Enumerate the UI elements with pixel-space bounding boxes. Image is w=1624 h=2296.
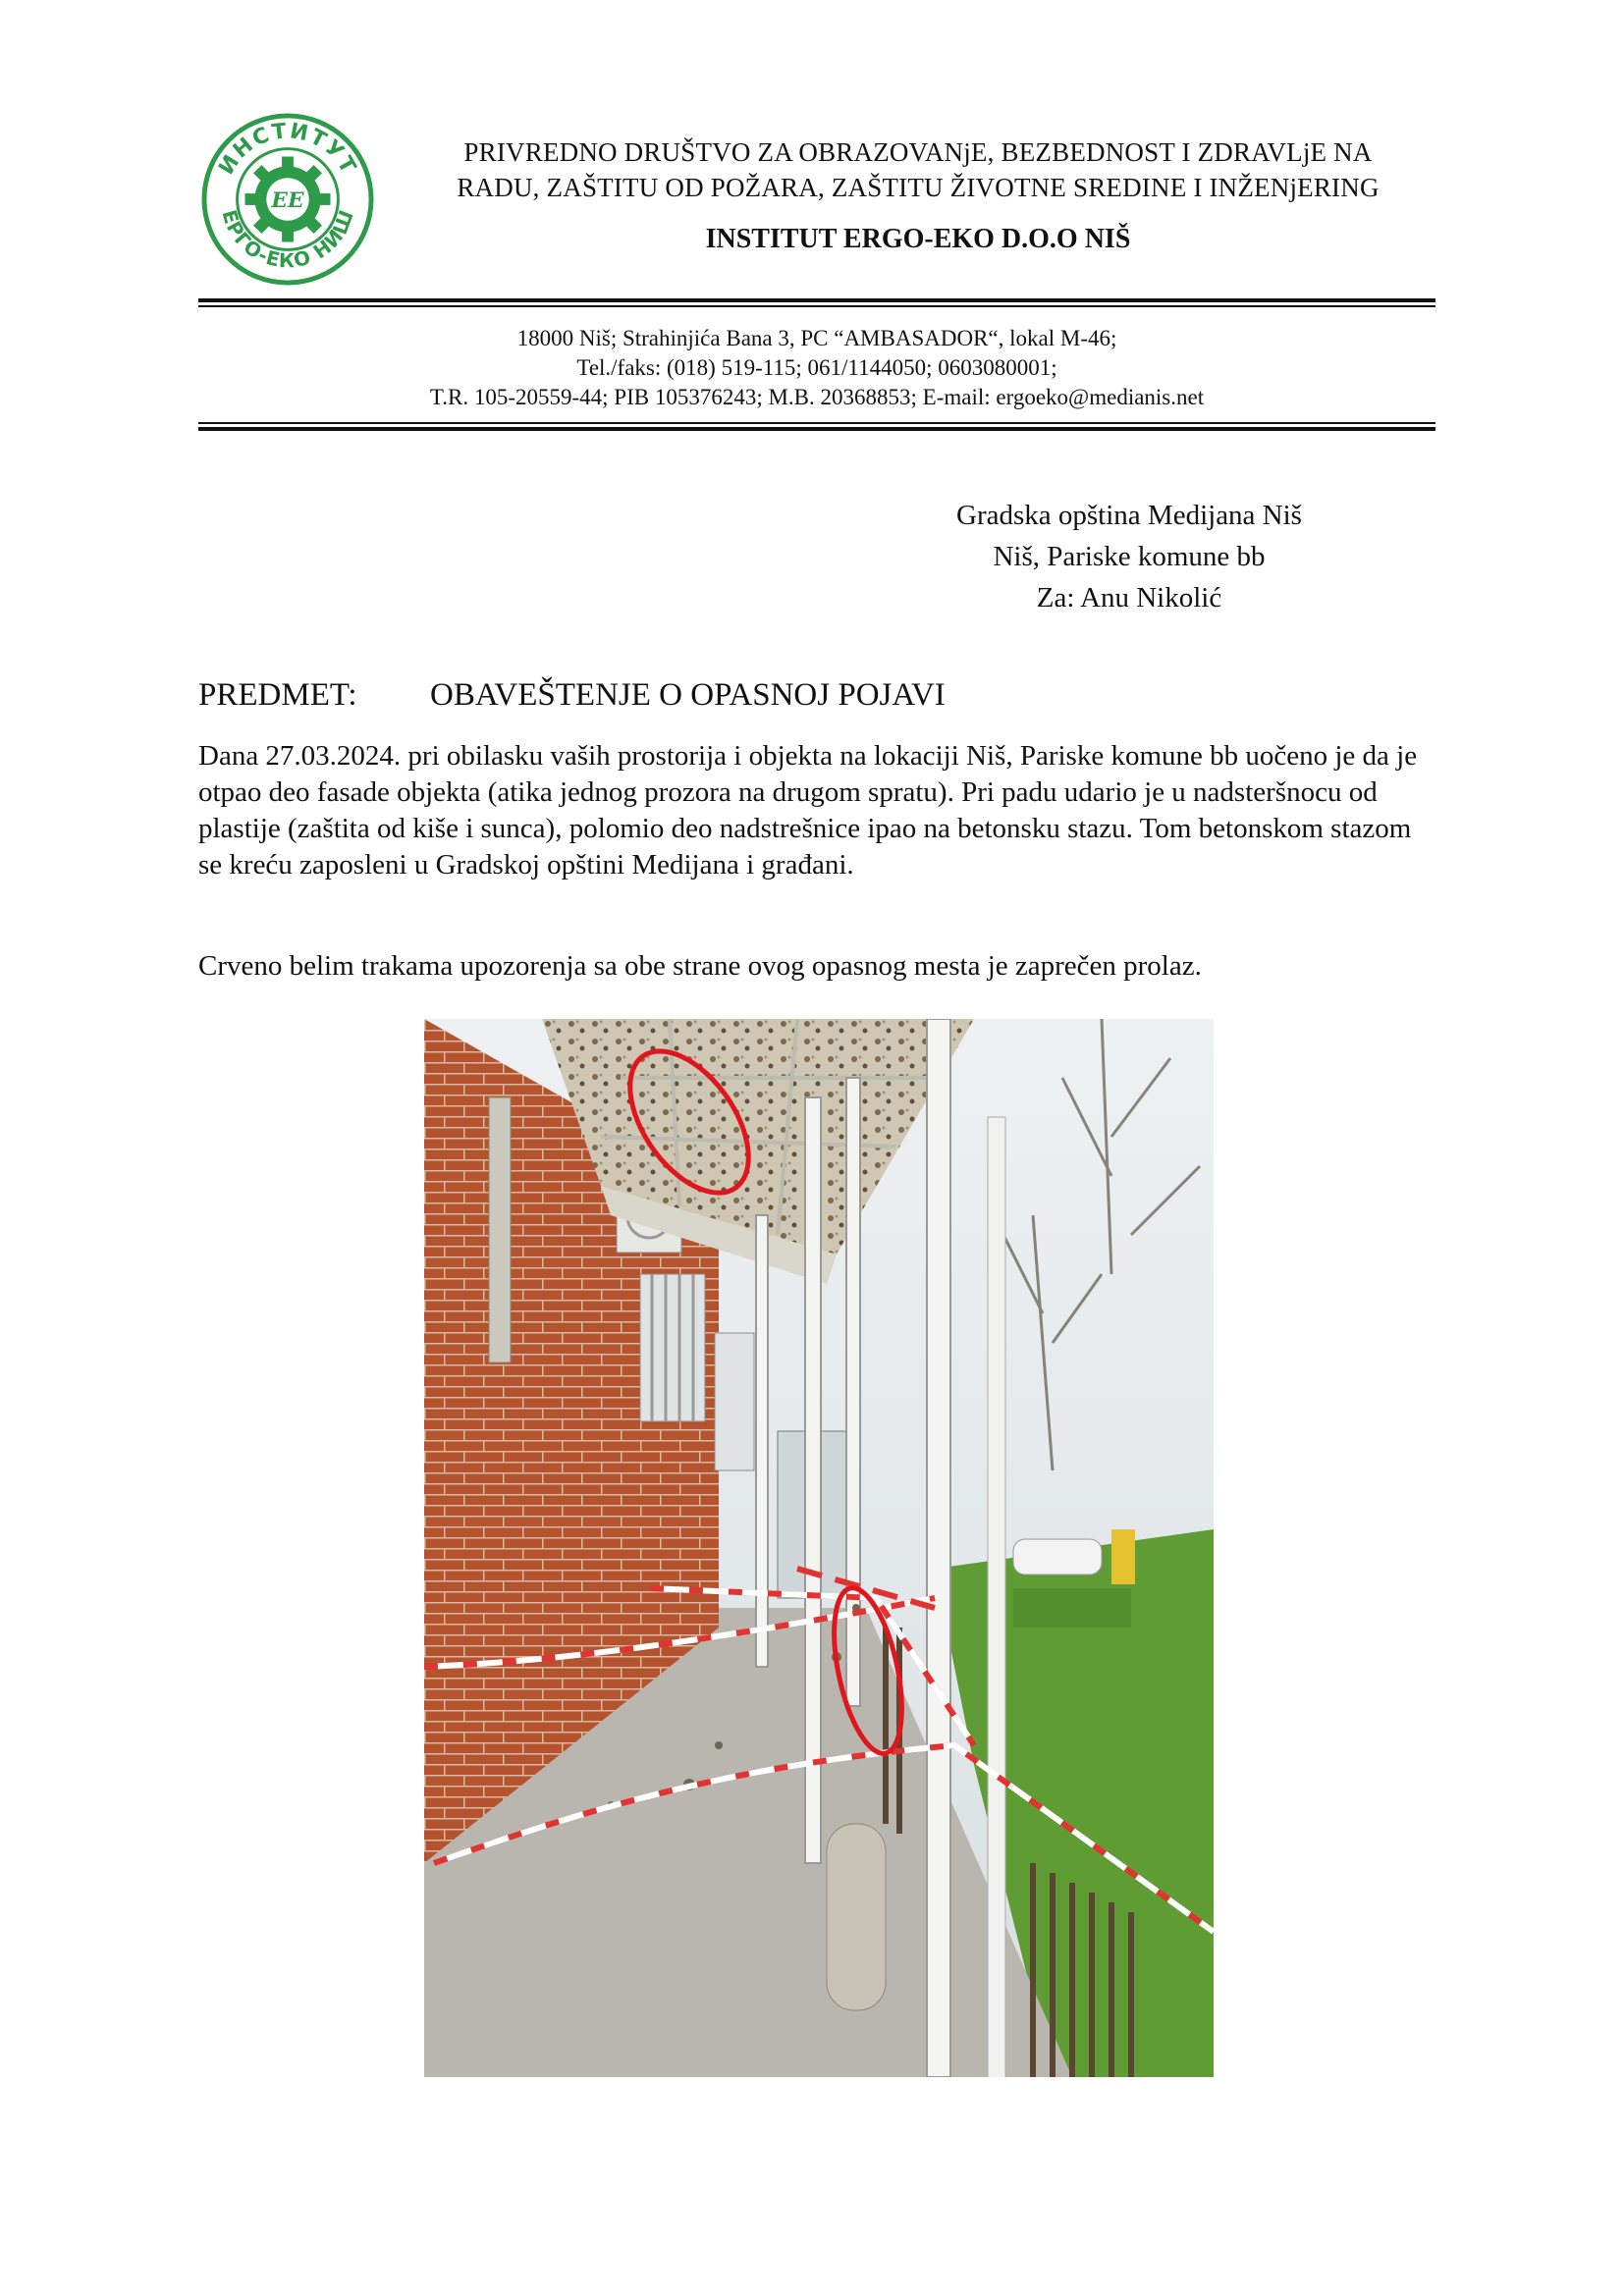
header-divider-thick	[198, 298, 1435, 302]
logo-ring-text-top: ИНСТИТУТ	[214, 119, 361, 180]
contact-block	[198, 324, 1435, 412]
institute-logo	[200, 112, 375, 287]
incident-photo	[424, 1019, 1214, 2077]
contact-phone: Tel./faks: (018) 519-115; 061/1144050; 0603080001;	[576, 355, 1057, 380]
logo-ring-text-bottom: ЕРГО-ЕКО НИШ	[217, 206, 359, 273]
recipient-attention: Za: Anu Nikolić	[1036, 582, 1222, 614]
body-paragraph-2: Crveno belim trakama upozorenja sa obe strane ovog opasnog mesta je zaprečen prolaz.	[198, 950, 1202, 982]
body-paragraph-1: Dana 27.03.2024. pri obilasku vaših prostorija i objekta na lokaciji Niš, Pariske komune bb uočeno je da je otpao deo fasade objekta (atika jednog prozora na drugom spratu). Pri padu udario je u nadsteršnocu od plastije (zaštita od kiše i sunca), polomio deo nadstrešnice ipao na betonsku stazu. Tom betonskom stazom se kreću zaposleni u Gradskoj opštini Medijana i građani.	[198, 740, 1418, 881]
logo-center-text: EE	[271, 187, 304, 213]
recipient-address: Niš, Pariske komune bb	[993, 541, 1266, 572]
contact-registration-email: T.R. 105-20559-44; PIB 105376243; M.B. 20368853; E-mail: ergoeko@medianis.net	[429, 385, 1205, 409]
company-description-line-1: PRIVREDNO DRUŠTVO ZA OBRAZOVANjE, BEZBEDNOST I ZDRAVLjE NA	[463, 137, 1373, 167]
contact-divider-thin	[198, 422, 1435, 424]
subject-line	[198, 677, 946, 714]
company-name: INSTITUT ERGO-EKO D.O.O NIŠ	[705, 224, 1131, 254]
contact-divider-thick	[198, 427, 1435, 431]
subject-label: PREDMET:	[198, 677, 357, 713]
header-divider-thin	[198, 305, 1435, 307]
company-description-line-2: RADU, ZAŠTITU OD POŽARA, ZAŠTITU ŽIVOTNE SREDINE I INŽENjERING	[457, 173, 1380, 202]
recipient-block	[884, 495, 1375, 618]
contact-address: 18000 Niš; Strahinjića Bana 3, PC “AMBASADOR“, lokal M-46;	[516, 326, 1117, 350]
recipient-organization: Gradska opština Medijana Niš	[956, 500, 1302, 531]
subject-text: OBAVEŠTENJE O OPASNOJ POJAVI	[430, 677, 946, 713]
